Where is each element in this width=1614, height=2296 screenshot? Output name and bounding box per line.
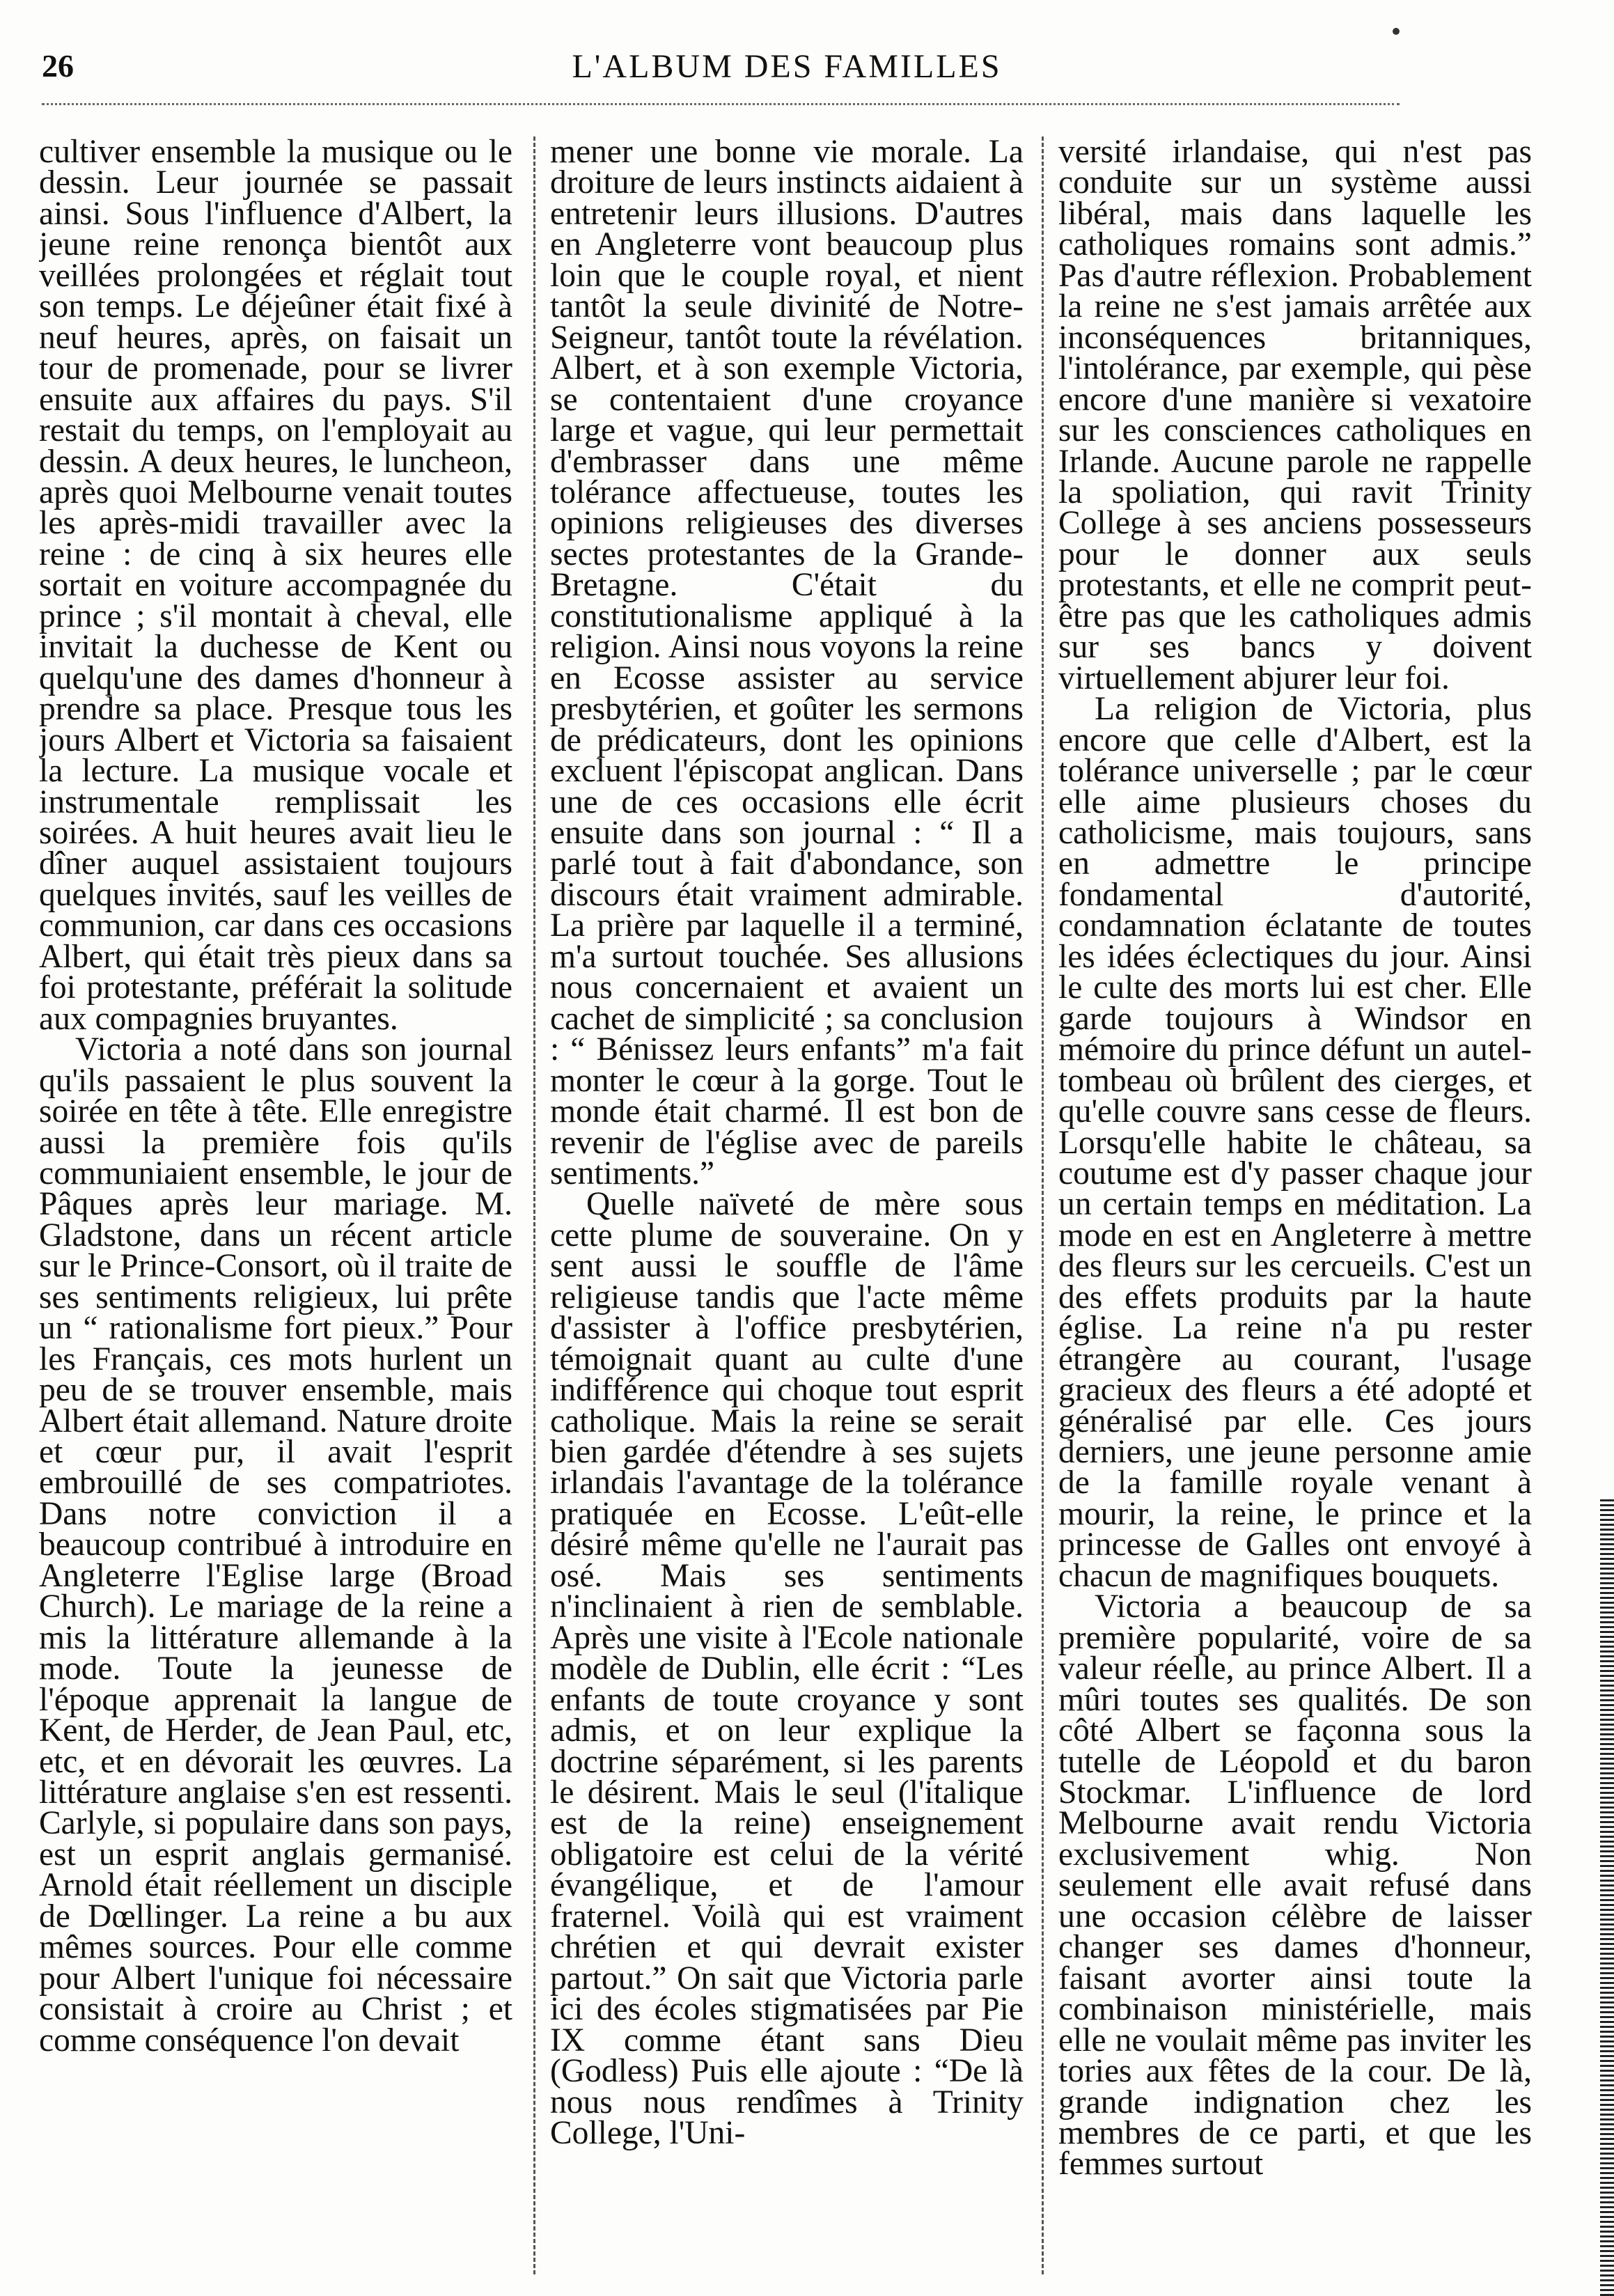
text-column-3 [1058,136,1532,2274]
text-column-2 [550,136,1024,2274]
column-divider [533,136,535,2274]
page-number: 26 [42,48,74,84]
header-rule [42,103,1400,105]
page-header [42,47,1532,96]
paragraph: Victoria a noté dans son journal qu'ils passaient le plus souvent la soirée en tête à tête. Elle enregistre aussi la première fois qu'ils communiaient ensemble, le jour de Pâques après leur mariage. M. Gladstone, dans un récent article sur le Prince-Consort, où il traite de ses sentiments religieux, lui prête un “ rationalisme fort pieux.” Pour les Français, ces mots hurlent un peu de se trouver ensemble, mais Albert était allemand. Nature droite et cœur pur, il avait l'esprit embrouillé de ses compatriotes. Dans notre conviction il a beaucoup contribué à introduire en Angleterre l'Eglise large (Broad Church). Le mariage de la reine a mis la littérature allemande à la mode. Toute la jeunesse de l'époque apprenait la langue de Kent, de Herder, de Jean Paul, etc, etc, et en dévorait les œuvres. La littérature anglaise s'en est ressenti. Carlyle, si populaire dans son pays, est un esprit anglais germanisé. Arnold était réellement un disciple de Dœllinger. La reine a bu aux mêmes sources. Pour elle comme pour Albert l'unique foi nécessaire consistait à croire au Christ ; et comme conséquence l'on devait [39,1031,512,2059]
paragraph: Victoria a beaucoup de sa première popularité, voire de sa valeur réelle, au prince Albert. Il a mûri toutes ses qualités. De son côté Albert se façonna sous la tutelle de Léopold et du baron Stockmar. L'influence de lord Melbourne avait rendu Victoria exclusivement whig. Non seulement elle avait refusé dans une occasion célèbre de laisser changer ses dames d'honneur, faisant avorter ainsi toute la combinaison ministérielle, mais elle ne voulait même pas inviter les tories aux fêtes de la cour. De là, grande indignation chez les membres de ce parti, et que les femmes surtout [1058,1588,1532,2182]
ink-speck [1393,28,1400,35]
paragraph: La religion de Victoria, plus encore que celle d'Albert, est la tolérance universelle ; par le cœur elle aime plusieurs choses du catholicisme, mais toujours, sans en admettre le principe fondamental d'autorité, condamnation éclatante de toutes les idées éclectiques du jour. Ainsi le culte des morts lui est cher. Elle garde toujours à Windsor en mémoire du prince défunt un autel-tombeau où brûlent des cierges, et qu'elle couvre sans cesse de fleurs. Lorsqu'elle habite le château, sa coutume est d'y passer chaque jour un certain temps en méditation. La mode en est en Angleterre à mettre des fleurs sur les cercueils. C'est un des effets produits par la haute église. La reine n'a pu rester étrangère au courant, l'usage gracieux des fleurs a été adopté et généralisé par elle. Ces jours derniers, une jeune personne amie de la famille royale venant à mourir, la reine, le prince et la princesse de Galles ont envoyé à chacun de magnifiques bouquets. [1058,691,1532,1594]
scan-edge-pattern [1600,1497,1614,2296]
paragraph: Quelle naïveté de mère sous cette plume de souveraine. On y sent aussi le souffle de l'âme religieuse tandis que l'acte même d'assister à l'office presbytérien, témoignait quant au culte d'une indifférence qui choque tout esprit catholique. Mais la reine se serait bien gardée d'étendre à ses sujets irlandais l'avantage de la tolérance pratiquée en Ecosse. L'eût-elle désiré même qu'elle ne l'aurait pas osé. Mais ses sentiments n'inclinaient à rien de semblable. Après une visite à l'Ecole nationale modèle de Dublin, elle écrit : “Les enfants de toute croyance y sont admis, et on leur explique la doctrine séparément, si les parents le désirent. Mais le seul (l'italique est de la reine) enseignement obligatoire est celui de la vérité évangélique, et de l'amour fraternel. Voilà qui est vraiment chrétien et qui devrait exister partout.” On sait que Victoria parle ici des écoles stigmatisées par Pie IX comme étant sans Dieu (Godless) Puis elle ajoute : “De là nous nous rendîmes à Trinity College, l'Uni- [550,1186,1024,2151]
running-title: L'ALBUM DES FAMILLES [572,48,1002,85]
column-divider [1042,136,1044,2274]
text-column-1 [39,136,512,2274]
paragraph: cultiver ensemble la musique ou le dessin. Leur journée se passait ainsi. Sous l'influence d'Albert, la jeune reine renonça bientôt aux veillées prolongées et réglait tout son temps. Le déjeûner était fixé à neuf heures, après, on faisait un tour de promenade, pour se livrer ensuite aux affaires du pays. S'il restait du temps, on l'employait au dessin. A deux heures, le luncheon, après quoi Melbourne venait toutes les après-midi travailler avec la reine : de cinq à six heures elle sortait en voiture accompagnée du prince ; s'il montait à cheval, elle invitait la duchesse de Kent ou quelqu'une des dames d'honneur à prendre sa place. Presque tous les jours Albert et Victoria sa faisaient la lecture. La musique vocale et instrumentale remplissait les soirées. A huit heures avait lieu le dîner auquel assistaient toujours quelques invités, sauf les veilles de communion, car dans ces occasions Albert, qui était très pieux dans sa foi protestante, préférait la solitude aux compagnies bruyantes. [39,136,512,1037]
paragraph: mener une bonne vie morale. La droiture de leurs instincts aidaient à entretenir leurs illusions. D'autres en Angleterre vont beaucoup plus loin que le couple royal, et nient tantôt la seule divinité de Notre-Seigneur, tantôt toute la révélation. Albert, et à son exemple Victoria, se contentaient d'une croyance large et vague, qui leur permettait d'embrasser dans une même tolérance affectueuse, toutes les opinions religieuses des diverses sectes protestantes de la Grande-Bretagne. C'était du constitutionalisme appliqué à la religion. Ainsi nous voyons la reine en Ecosse assister au service presbytérien, et goûter les sermons de prédicateurs, dont les opinions excluent l'épiscopat anglican. Dans une de ces occasions elle écrit ensuite dans son journal : “ Il a parlé tout à fait d'abondance, son discours était vraiment admirable. La prière par laquelle il a terminé, m'a surtout touchée. Ses allusions nous concernaient et avaient un cachet de simplicité ; sa conclusion : “ Bénissez leurs enfants” m'a fait monter le cœur à la gorge. Tout le monde était charmé. Il est bon de revenir de l'église avec de pareils sentiments.” [550,136,1024,1192]
paragraph: versité irlandaise, qui n'est pas conduite sur un système aussi libéral, mais dans laquelle les catholiques romains sont admis.” Pas d'autre réflexion. Probablement la reine ne s'est jamais arrêtée aux inconséquences britanniques, l'intolérance, par exemple, qui pèse encore d'une manière si vexatoire sur les consciences catholiques en Irlande. Aucune parole ne rappelle la spoliation, qui ravit Trinity College à ses anciens possesseurs pour le donner aux seuls protestants, et elle ne comprit peut-être pas que les catholiques admis sur ses bancs y doivent virtuellement abjurer leur foi. [1058,136,1532,696]
